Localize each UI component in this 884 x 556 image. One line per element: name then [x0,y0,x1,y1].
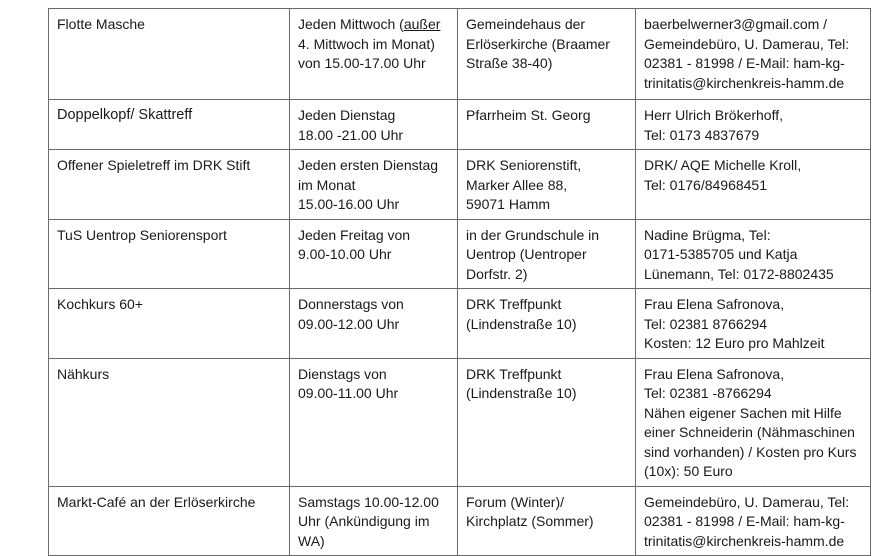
place-line: Pfarrheim St. Georg [466,107,591,123]
activity-name-cell [49,289,290,359]
place-line: Erlöserkirche (Braamer [466,35,610,52]
activity-name: Markt-Café an der Erlöserkirche [57,493,256,510]
time-line: Dienstags von [298,365,387,382]
time-line: Jeden Freitag von [298,226,411,243]
activity-name-cell [49,100,290,150]
time-line: Samstags 10.00-12.00 [298,493,439,510]
time-line: 09.00-11.00 Uhr [298,385,399,401]
place-cell [458,289,636,359]
contact-line: 0171-5385705 und Katja [644,246,798,262]
contact-line: 02381 - 81998 / E-Mail: ham-kg- [644,55,845,71]
contact-line: Herr Ulrich Brökerhoff, [644,107,784,123]
contact-line: DRK/ AQE Michelle Kroll, [644,157,802,173]
contact-cell [636,219,871,289]
time-line: von 15.00-17.00 Uhr [298,55,426,71]
place-line: Dorfstr. 2) [466,265,528,282]
time-text: Jeden Mittwoch ( [298,16,404,32]
time-line: WA) [298,532,325,549]
time-cell [290,219,458,289]
time-line: 18.00 -21.00 Uhr [298,126,404,143]
time-line: im Monat [298,176,356,193]
contact-line: Kosten: 12 Euro pro Mahlzeit [644,335,825,351]
time-cell [290,289,458,359]
contact-cell [636,486,871,556]
place-line: DRK Treffpunkt [466,365,562,382]
time-line: 09.00-12.00 Uhr [298,315,400,332]
time-cell [290,486,458,556]
contact-cell [636,358,871,486]
place-line: (Lindenstraße 10) [466,315,577,332]
contact-line: trinitatis@kirchenkreis-hamm.de [644,532,845,549]
place-cell [458,150,636,220]
time-line: Jeden ersten Dienstag [298,157,439,173]
activity-name-cell [49,150,290,220]
activity-name: Offener Spieletreff im DRK Stift [57,157,251,173]
activity-name: Kochkurs 60+ [57,296,143,312]
contact-line: Frau Elena Safronova, [644,365,785,382]
place-line: Gemeindehaus der [466,16,586,32]
table-row [49,9,871,100]
contact-line: sind vorhanden) / Kosten pro Kurs [644,443,857,460]
contact-line: Tel: 0173 4837679 [644,126,760,143]
underlined-text: außer [403,16,441,32]
contact-line: (10x): 50 Euro [644,463,733,479]
place-cell [458,9,636,100]
time-cell [290,150,458,220]
contact-line: Tel: 02381 8766294 [644,315,767,332]
activity-name: Flotte Masche [57,16,145,32]
table-row [49,289,871,359]
activity-name: TuS Uentrop Seniorensport [57,226,227,243]
contact-line: Gemeindebüro, U. Damerau, Tel: [644,493,850,510]
contact-line: Frau Elena Safronova, [644,296,785,312]
place-cell [458,486,636,556]
contact-line: baerbelwerner3@gmail.com / [644,16,828,32]
table-row [49,486,871,556]
time-cell [290,100,458,150]
place-line: DRK Seniorenstift, [466,157,582,173]
place-line: in der Grundschule in [466,226,600,243]
contact-line: einer Schneiderin (Nähmaschinen [644,424,855,440]
time-line [298,15,449,35]
table-row [49,100,871,150]
contact-cell [636,100,871,150]
place-line: Forum (Winter)/ [466,493,564,510]
place-line: Marker Allee 88, [466,176,568,193]
activity-name: Nähkurs [57,365,110,382]
activity-name-cell [49,219,290,289]
contact-cell [636,9,871,100]
contact-line: Nadine Brügma, Tel: [644,226,771,243]
contact-line: 02381 - 81998 / E-Mail: ham-kg- [644,513,845,529]
contact-line: Tel: 0176/84968451 [644,176,767,193]
contact-line: trinitatis@kirchenkreis-hamm.de [644,74,845,91]
activities-table [48,8,871,556]
contact-line: Nähen eigener Sachen mit Hilfe [644,404,842,421]
table-row [49,219,871,289]
place-line: Kirchplatz (Sommer) [466,513,594,529]
table-row [49,358,871,486]
activity-name-cell [49,9,290,100]
place-cell [458,219,636,289]
activity-name-cell [49,486,290,556]
time-line: 4. Mittwoch im Monat) [298,35,435,52]
time-line: 15.00-16.00 Uhr [298,196,400,212]
table-row [49,150,871,220]
place-line: DRK Treffpunkt [466,296,562,312]
place-cell [458,100,636,150]
place-line: Uentrop (Uentroper [466,246,587,262]
place-cell [458,358,636,486]
place-line: Straße 38-40) [466,55,553,71]
contact-line: Lünemann, Tel: 0172-8802435 [644,265,834,282]
time-line: Uhr (Ankündigung im [298,513,430,529]
contact-cell [636,150,871,220]
time-line: Donnerstags von [298,296,404,312]
activity-name-cell [49,358,290,486]
time-line: 9.00-10.00 Uhr [298,246,392,262]
activity-name: Doppelkopf/ Skattreff [57,107,193,123]
contact-line: Tel: 02381 -8766294 [644,385,772,401]
time-line: Jeden Dienstag [298,107,396,123]
time-cell [290,358,458,486]
place-line: 59071 Hamm [466,196,551,212]
place-line: (Lindenstraße 10) [466,385,577,401]
contact-line: Gemeindebüro, U. Damerau, Tel: [644,35,850,52]
contact-cell [636,289,871,359]
time-cell [290,9,458,100]
